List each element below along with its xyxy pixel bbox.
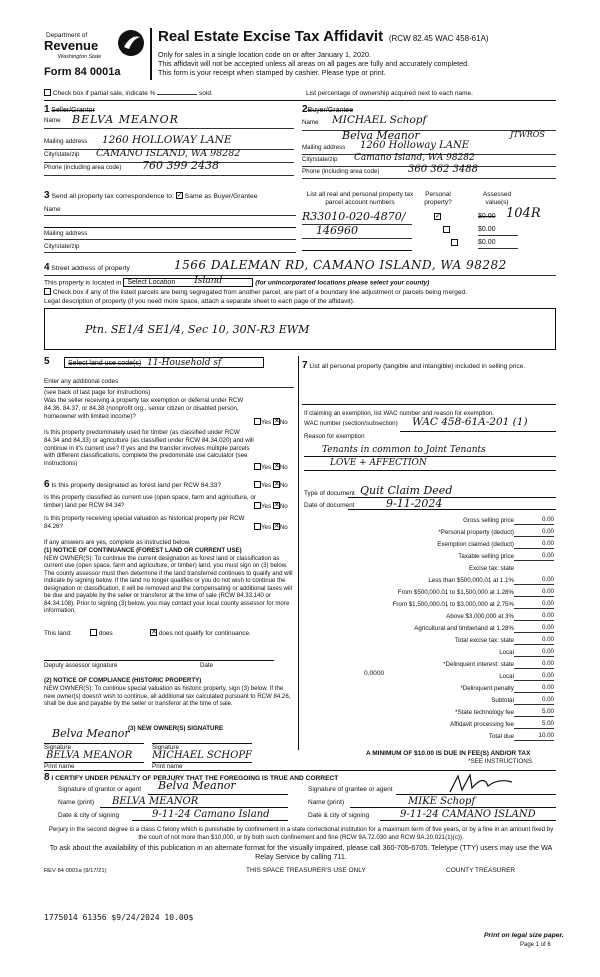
form-number: Form 84 0001a [44,66,121,78]
tax-row [300,718,556,730]
tax-row-label: Subtotal [491,697,514,705]
buyer-heading: Buyer/Grantee [307,107,354,114]
seller-mailing[interactable]: 1260 HOLLOWAY LANE [102,134,232,146]
tax-row [300,538,556,550]
personal-property-checkbox-3[interactable] [451,239,458,246]
assessed-value-2[interactable]: $0.00 [478,226,518,236]
tax-row-label: Above $3,000,000 at 3% [446,613,514,621]
availability-notice: To ask about the availability of this publication in an alternate format for the visually impaired, please call 360-705-6705. Teletype (TTY) users may use the WA Relay Service by calling 711. [49,843,553,861]
location-select[interactable]: Select Location Island [123,278,253,287]
tax-row-value[interactable]: 10.00 [514,732,554,741]
tax-row-value[interactable]: 0.00 [514,696,554,705]
buyer-phone[interactable]: 360 362 3488 [408,164,478,175]
personal-property-checkbox-1[interactable]: ✓ [435,213,441,220]
form-title: Real Estate Excise Tax Affidavit [158,28,384,45]
tax-row-label: From $500,000.01 to $1,500,000 at 1.28% [397,589,514,597]
header-line3: This form is your receipt when stamped by cashier. Please type or print. [158,67,386,77]
tax-row-value[interactable]: 0.00 [514,660,554,669]
dor-logo [44,26,152,82]
grantor-signature[interactable]: Belva Meanor [158,779,236,792]
tax-row-label: Total due [488,733,514,741]
land-use-code: 11-Household sf [147,358,222,368]
owner-print-left: BELVA MEANOR [46,750,133,761]
same-as-grantee-checkbox[interactable]: ✓ [176,191,183,199]
tax-row-value[interactable]: 0.00 [514,576,554,585]
tax-row-label: Gross selling price [463,517,514,525]
q2-answers: Yes ✕No [254,464,288,472]
header-line2: This affidavit will not be accepted unless all areas on all pages are fully and accurately completed. [158,58,470,68]
land-use-section: 5 Select land use code(s) 11-Household sf [44,356,294,369]
grantee-date-city[interactable]: 9-11-24 CAMANO ISLAND [400,809,536,820]
q3-yes-checkbox[interactable] [254,481,261,488]
legal-description: Ptn. SE1/4 SE1/4, Sec 10, 30N-R3 EWM [85,323,310,336]
correspondence-city-field[interactable]: City/state/zip [44,243,296,253]
q3-no-checkbox[interactable]: ✕ [273,481,280,488]
does-qualify-checkbox[interactable] [90,629,97,636]
tax-row [300,562,556,574]
street-section: 4 Street address of property 1566 DALEMAN RD, CAMANO ISLAND, WA 98282 This property is located in Select Location Island (for unincorporated locations please select your county) Check box if any of the listed parcels are being segregated from another parcel, are part of a boundary line adjustment or parcels being merged. Legal description of property (if you need more space, attach a separate sheet to each page of the affidavit). [44,262,556,332]
q4-answers: Yes ✕No [254,503,288,511]
legal-description-box[interactable] [44,308,556,350]
correspondence-name-field[interactable]: Name [44,206,296,216]
tax-row [300,730,556,742]
q2-yes-checkbox[interactable] [254,463,261,470]
tax-row-value[interactable]: 0.00 [514,588,554,597]
tax-row [300,610,556,622]
tax-row-label: Local [499,649,514,657]
exemption-reason-2[interactable]: LOVE + AFFECTION [330,458,427,468]
tax-row [300,682,556,694]
page-number: Page 1 of 6 [520,942,551,948]
dept-line3: Washington State [58,54,102,60]
buyer-name1[interactable]: MICHAEL Schopf [332,114,427,126]
tax-row-value[interactable]: 0.00 [514,624,554,633]
q5-no-checkbox[interactable]: ✕ [273,523,280,530]
grantee-print-name[interactable]: MIKE Schopf [408,796,476,807]
owner-signature-left: Belva Meanor [52,727,130,740]
q5-answers: Yes ✕No [254,524,288,532]
correspondence-mailing-field[interactable]: Mailing address [44,230,296,240]
segregated-checkbox[interactable] [44,288,51,295]
notice-compliance-body: NEW OWNER(S): To continue special valuation as historic property, sign (3) below. If the new owner(s) doesn't wish to continue, all additional tax calculated pursuant to RCW 84.26, shall be due and payable by the seller or transferor at the time of sale. [44,685,291,708]
q1-answers: Yes ✕No [254,419,288,427]
q3-answers: Yes ✕No [254,482,288,490]
q2-no-checkbox[interactable]: ✕ [273,463,280,470]
tax-row-label: *Personal property (deduct) [438,529,514,537]
street-address[interactable]: 1566 DALEMAN RD, CAMANO ISLAND, WA 98282 [174,258,507,272]
form-header [158,28,578,77]
tax-row-label: Excise tax: state [468,565,514,573]
parcel-number-1[interactable]: R33010-020-4870/ [302,210,412,225]
buyer-mailing[interactable]: 1260 Holloway LANE [360,140,470,151]
forest-question: 6 Is this property designated as forest land per RCW 84.33? [44,479,222,490]
tax-row [300,550,556,562]
current-use-question: Is this property classified as current use (open space, farm and agriculture, or timber) land per RCW 84.34? [44,494,256,509]
tax-row [300,574,556,586]
owner-print-right: MICHAEL SCHOPF [152,750,252,761]
tax-row-value[interactable]: 0.00 [514,552,554,561]
parcels-section: List all real and personal property tax parcel account numbers Personal property? Assessed value(s) R33010-020-4870/ 146960 ✓ $0.00 104R $0.00 $0.00 [302,191,556,261]
tax-row [300,694,556,706]
tax-row-label: From $1,500,000.01 to $3,000,000 at 2.75% [392,601,514,609]
tax-row-label: Exemption claimed (deduct) [437,541,514,549]
tax-row-value[interactable]: 0.00 [514,600,554,609]
wac-number[interactable]: WAC 458-61A-201 (1) [412,416,528,428]
form-rcw: (RCW 82.45 WAC 458-61A) [388,34,489,43]
tax-row-label: *State technology fee [455,709,514,717]
seller-section: 1 Seller/Grantor Name BELVA MEANOR Mailing address 1260 HOLLOWAY LANE City/state/zip CAMANO ISLAND, WA 98282 Phone (including area code) 760 399 2438 [44,104,294,184]
tax-row-value[interactable]: 0.00 [514,684,554,693]
dor-swoosh-icon [116,28,146,58]
tax-row-label: Local [499,673,514,681]
notice-continuance-body: NEW OWNER(S): To continue the current designation as forest land or classification as current use (open space, farm and agriculture, or timber) land, you must sign on (3) below. The county assessor must then determine if the land transferred continues to qualify and will indicate by signing below. If the land no longer qualifies or you do not wish to continue the designation or classification, it will be removed and the compensating or additional taxes will be due and payable by the seller or transferor at the time of sale (RCW 84.33.140 or 84.34.108). Prior to signing (3) below, you may contact your local county assessor for more information. [44,555,293,614]
tax-row [300,634,556,646]
partial-sale-checkbox[interactable] [44,89,51,96]
tax-row-value[interactable]: 0.00 [514,540,554,549]
local-rate: 0.0000 [364,670,385,677]
assessed-value-3[interactable]: $0.00 [478,239,518,249]
tax-row-value[interactable]: 0.00 [514,612,554,621]
tax-row-value[interactable]: 0.00 [514,636,554,645]
tax-row-value[interactable]: 5.00 [514,720,554,729]
tax-row-label: Taxable selling price [458,553,514,561]
tax-row-label: *Delinquent interest: state [443,661,514,669]
assessed-value-1[interactable]: 104R [506,206,541,221]
tax-row-label: Total excise tax: state [454,637,514,645]
grantor-print-name[interactable]: BELVA MEANOR [112,796,199,807]
tax-row [300,670,556,682]
tax-row-label: Less than $500,000.01 at 1.1% [428,577,514,585]
buyer-jtwros: JTWROS [510,130,545,139]
tax-row [300,706,556,718]
tax-row-label: Affidavit processing fee [450,721,514,729]
exemption-question: Was the seller receiving a property tax exemption or deferral under RCW 84.36, 84.37, or 84.38 (nonprofit org., senior citizen or disabled person, homeowner with limited income)? [44,397,244,420]
tax-row-value[interactable]: 0.00 [514,672,554,681]
personal-property-section: 7 List all personal property (tangible and intangible) included in selling price. [302,360,526,371]
cashier-stamp: 1775014 61356 $9/24/2024 10.00$ [44,913,194,922]
certify-line: 8 I CERTIFY UNDER PENALTY OF PERJURY THAT THE FOREGOING IS TRUE AND CORRECT [44,772,339,783]
list-percentage-note: List percentage of ownership acquired next to each name. [306,90,473,97]
tax-row-value[interactable]: 5.00 [514,708,554,717]
does-not-qualify-checkbox[interactable]: ✕ [151,629,157,636]
dept-line1: Department of [46,32,88,39]
tax-row [300,658,556,670]
tax-row-label: *Delinquent penalty [460,685,514,693]
tax-row-label: Agricultural and timberland at 1.28% [414,625,514,633]
document-date[interactable]: 9-11-2024 [386,497,443,510]
parcel-number-2[interactable]: 146960 [302,224,412,239]
correspondence-section: 3 Send all property tax correspondence to: ✓ Same as Buyer/Grantee Name Mailing address City/state/zip [44,190,296,260]
seller-city[interactable]: CAMANO ISLAND, WA 98282 [96,148,241,159]
tax-row-value[interactable]: 0.00 [514,648,554,657]
exemption-reason-1[interactable]: Tenants in common to Joint Tenants [322,445,486,455]
dept-line2: Revenue [44,38,99,53]
seller-phone[interactable]: 760 399 2438 [142,159,219,172]
tax-row [300,598,556,610]
seller-name[interactable]: BELVA MEANOR [72,113,179,126]
tax-row [300,586,556,598]
minimum-due-note: A MINIMUM OF $10.00 IS DUE IN FEE(S) AND/OR TAX [366,750,531,757]
buyer-section: 2Buyer/Grantee Name MICHAEL Schopf Belva Meanor JTWROS Mailing address 1260 Holloway LANE City/state/zip Camano Island, WA 98282 Phone (including area code) 360 362 3488 [302,104,556,186]
q4-yes-checkbox[interactable] [254,502,261,509]
q4-no-checkbox[interactable]: ✕ [273,502,280,509]
document-type[interactable]: Quit Claim Deed [360,484,453,497]
grantor-date-city[interactable]: 9-11-24 Camano Island [152,809,270,820]
timber-question: Is this property predominately used for timber (as classified under RCW 84.34 and 84.33) or agriculture (as classified under RCW 84.34.020) and will continue in it's current use? If yes and the transfer involves multiple parcels with different classifications, complete the predominate use calculator (see instructions) [44,429,254,467]
perjury-notice: Perjury in the second degree is a class C felony which is punishable by confinement in a state correctional institution for a maximum term of five years, or by a fine in an amount fixed by the court of not more than $10,000, or by both such confinement and fine (RCW 9A.72.030 and RCW 9A.20.021(1)(c)). [48,826,554,841]
tax-row-value[interactable]: 0.00 [514,516,554,525]
tax-row [300,646,556,658]
tax-row [300,526,556,538]
grantee-signature-icon [448,772,518,798]
additional-codes-field[interactable]: Enter any additional codes [44,378,294,388]
tax-row-value[interactable]: 0.00 [514,528,554,537]
buyer-name2[interactable]: Belva Meanor [342,129,420,142]
tax-row [300,622,556,634]
personal-property-checkbox-2[interactable] [443,226,450,233]
partial-sale-row: Check box if partial sale, indicate % sold. [44,90,213,98]
tax-row [300,514,556,526]
buyer-city[interactable]: Camano Island, WA 98282 [354,153,475,163]
q5-yes-checkbox[interactable] [254,523,261,530]
location-hw: Island [194,276,223,286]
land-use-select[interactable]: Select land use code(s) 11-Household sf [64,357,264,368]
historic-question: Is this property receiving special valuation as historical property per RCW 84.26? [44,515,245,530]
header-line1: Only for sales in a single location code on or after January 1, 2020. [158,49,371,59]
assessed-value-1-struck: $0.00 [478,213,496,220]
seller-heading: Seller/Grantor [51,107,95,114]
q1-yes-checkbox[interactable] [254,418,261,425]
deputy-signature-label: Deputy assessor signature [44,662,118,669]
q1-no-checkbox[interactable]: ✕ [273,418,280,425]
